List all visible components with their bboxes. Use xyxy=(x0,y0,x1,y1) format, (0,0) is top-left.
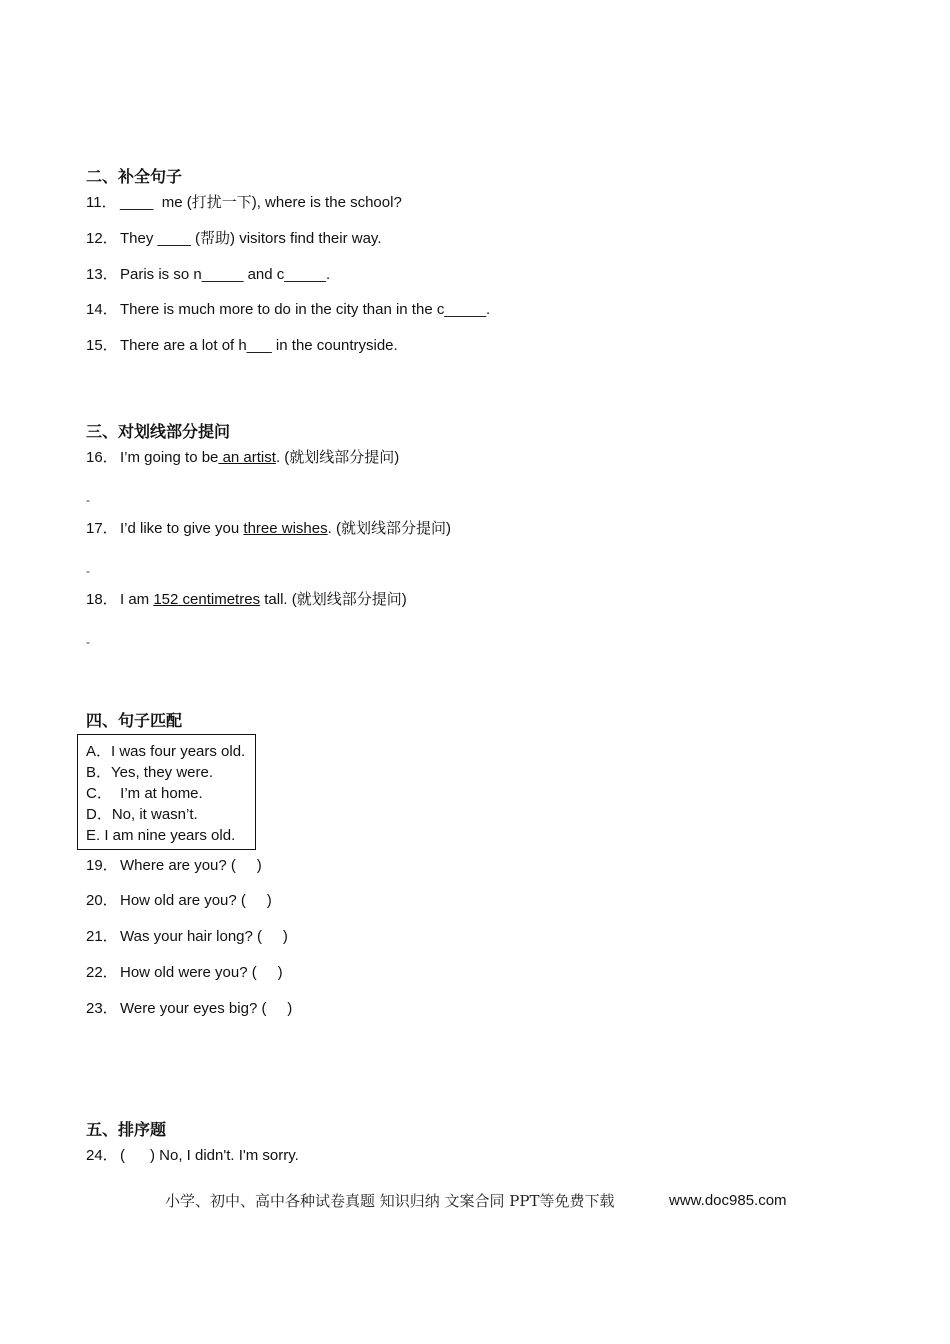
section-heading-question-underlined: 三、对划线部分提问 xyxy=(86,424,231,441)
underlined-phrase: three wishes xyxy=(243,520,328,537)
option-d: D．No, it wasn’t. xyxy=(86,806,198,823)
question-text: tall. (就划线部分提问) xyxy=(260,591,407,608)
question-text: There are a lot of h___ in the countryside. xyxy=(120,337,398,354)
section-heading-sentence-matching: 四、句子匹配 xyxy=(86,713,183,730)
question-16 xyxy=(86,448,399,468)
question-19 xyxy=(86,856,262,876)
question-21 xyxy=(86,927,288,947)
answer-line: - xyxy=(86,493,90,507)
question-23 xyxy=(86,999,292,1019)
question-number: 12． xyxy=(86,230,118,247)
question-number: 24． xyxy=(86,1147,118,1164)
answer-line: - xyxy=(86,564,90,578)
underlined-phrase: an artist xyxy=(218,449,276,466)
question-number: 23． xyxy=(86,1000,118,1017)
option-e: E. I am nine years old. xyxy=(86,827,236,844)
answer-blank: ____ xyxy=(157,230,191,247)
question-number: 13． xyxy=(86,266,118,283)
question-text: There is much more to do in the city than in the c_____. xyxy=(120,301,491,318)
footer-url[interactable]: www.doc985.com xyxy=(669,1192,787,1209)
question-number: 14． xyxy=(86,301,118,318)
question-text: ( ) No, I didn't. I'm sorry. xyxy=(120,1147,299,1164)
footer-text: 小学、初中、高中各种试卷真题 知识归纳 文案合同 PPT等免费下载 xyxy=(165,1192,615,1210)
option-a: A．I was four years old. xyxy=(86,743,246,760)
underlined-phrase: 152 centimetres xyxy=(153,591,261,608)
question-number: 18． xyxy=(86,591,118,608)
question-number: 15． xyxy=(86,337,118,354)
section-heading-fill-in: 二、补全句子 xyxy=(86,169,183,186)
question-24 xyxy=(86,1146,299,1166)
question-number: 22． xyxy=(86,964,118,981)
question-number: 20． xyxy=(86,892,118,909)
question-22 xyxy=(86,963,283,983)
question-text: Was your hair long? ( ) xyxy=(120,928,288,945)
question-text: How old are you? ( ) xyxy=(120,892,272,909)
question-text: How old were you? ( ) xyxy=(120,964,283,981)
question-text: I’m going to be xyxy=(120,449,219,466)
question-14 xyxy=(86,300,490,320)
question-text: Where are you? ( ) xyxy=(120,857,262,874)
question-text: (帮助) visitors find their way. xyxy=(190,230,382,247)
question-15 xyxy=(86,336,398,356)
question-13 xyxy=(86,265,330,285)
answer-line: - xyxy=(86,635,90,649)
option-c: C． I’m at home. xyxy=(86,785,203,802)
question-12 xyxy=(86,229,381,249)
question-text: I’d like to give you xyxy=(120,520,244,537)
question-number: 17． xyxy=(86,520,118,537)
question-text: Paris is so n_____ and c_____. xyxy=(120,266,331,283)
question-number: 19． xyxy=(86,857,118,874)
question-number: 11． xyxy=(86,194,117,211)
section-heading-ordering: 五、排序题 xyxy=(86,1122,167,1139)
question-text: They xyxy=(120,230,158,247)
question-17 xyxy=(86,519,451,539)
question-number: 16． xyxy=(86,449,118,466)
question-text: . (就划线部分提问) xyxy=(275,449,400,466)
question-text: I am xyxy=(120,591,154,608)
question-text: me (打扰一下), where is the school? xyxy=(153,194,402,211)
option-b: B．Yes, they were. xyxy=(86,764,214,781)
question-number: 21． xyxy=(86,928,118,945)
question-text: . (就划线部分提问) xyxy=(327,520,451,537)
question-18 xyxy=(86,590,407,610)
question-text: Were your eyes big? ( ) xyxy=(120,1000,293,1017)
question-11 xyxy=(86,193,402,213)
answer-blank: ____ xyxy=(120,194,154,211)
question-20 xyxy=(86,891,272,911)
